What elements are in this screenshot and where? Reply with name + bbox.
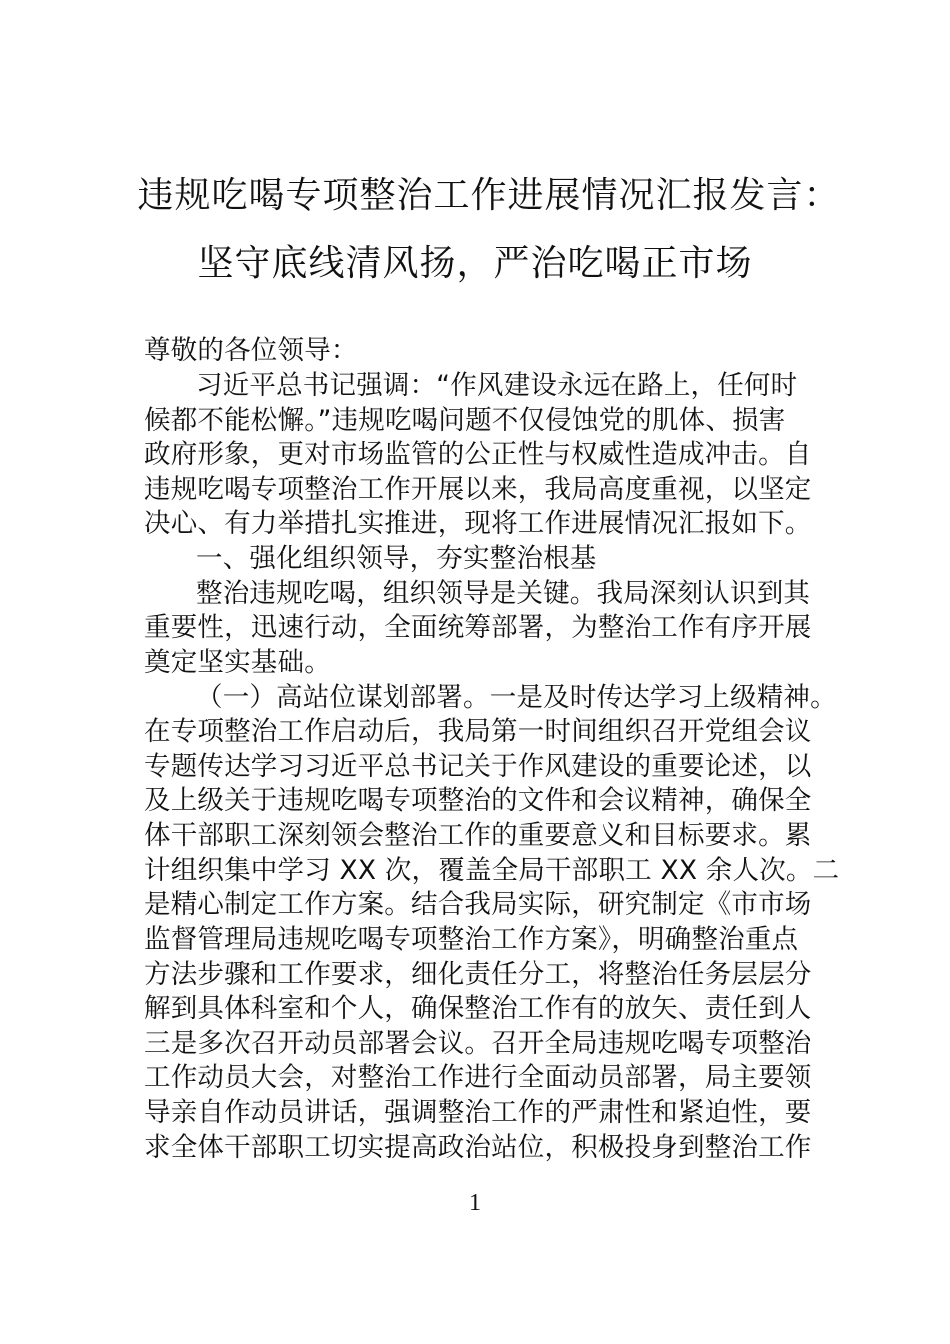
paragraph-line: 在专项整治工作启动后，我局第一时间组织召开党组会议 xyxy=(144,716,812,747)
paragraph-line: 专题传达学习习近平总书记关于作风建设的重要论述，以 xyxy=(144,751,812,782)
paragraph-line: 体干部职工深刻领会整治工作的重要意义和目标要求。累 xyxy=(144,820,812,851)
salutation: 尊敬的各位领导： xyxy=(144,335,358,366)
paragraph-line: 整治违规吃喝，组织领导是关键。我局深刻认识到其 xyxy=(196,578,811,609)
paragraph-line: 工作动员大会，对整治工作进行全面动员部署，局主要领 xyxy=(144,1062,812,1093)
paragraph-line: 候都不能松懈。”违规吃喝问题不仅侵蚀党的肌体、损害 xyxy=(144,405,786,436)
paragraph-line: 习近平总书记强调：“作风建设永远在路上，任何时 xyxy=(196,370,798,401)
paragraph-line: 重要性，迅速行动，全面统筹部署，为整治工作有序开展 xyxy=(144,612,812,643)
paragraph-line: 及上级关于违规吃喝专项整治的文件和会议精神，确保全 xyxy=(144,785,812,816)
paragraph-line: 政府形象，更对市场监管的公正性与权威性造成冲击。自 xyxy=(144,439,812,470)
paragraph-line: （一）高站位谋划部署。一是及时传达学习上级精神。 xyxy=(196,682,837,713)
page-number: 1 xyxy=(469,1190,481,1216)
document-title-line-1: 违规吃喝专项整治工作进展情况汇报发言： xyxy=(137,175,841,216)
paragraph-line: 三是多次召开动员部署会议。召开全局违规吃喝专项整治 xyxy=(144,1028,812,1059)
paragraph-line: 方法步骤和工作要求，细化责任分工，将整治任务层层分 xyxy=(144,959,812,990)
paragraph-line: 是精心制定工作方案。结合我局实际，研究制定《市市场 xyxy=(144,889,812,920)
paragraph-line: 导亲自作动员讲话，强调整治工作的严肃性和紧迫性，要 xyxy=(144,1097,812,1128)
document-title-line-2: 坚守底线清风扬，严治吃喝正市场 xyxy=(197,243,753,284)
paragraph-line: 求全体干部职工切实提高政治站位，积极投身到整治工作 xyxy=(144,1132,812,1163)
paragraph-line: 监督管理局违规吃喝专项整治工作方案》，明确整治重点 xyxy=(144,924,799,955)
paragraph-line: 违规吃喝专项整治工作开展以来，我局高度重视，以坚定 xyxy=(144,474,812,505)
paragraph-line: 计组织集中学习 XX 次，覆盖全局干部职工 XX 余人次。二 xyxy=(144,855,840,886)
paragraph-line: 解到具体科室和个人，确保整治工作有的放矢、责任到人 xyxy=(144,993,812,1024)
paragraph-line: 决心、有力举措扎实推进，现将工作进展情况汇报如下。 xyxy=(144,508,812,539)
section-heading: 一、强化组织领导，夯实整治根基 xyxy=(196,543,597,574)
paragraph-line: 奠定坚实基础。 xyxy=(144,647,331,678)
